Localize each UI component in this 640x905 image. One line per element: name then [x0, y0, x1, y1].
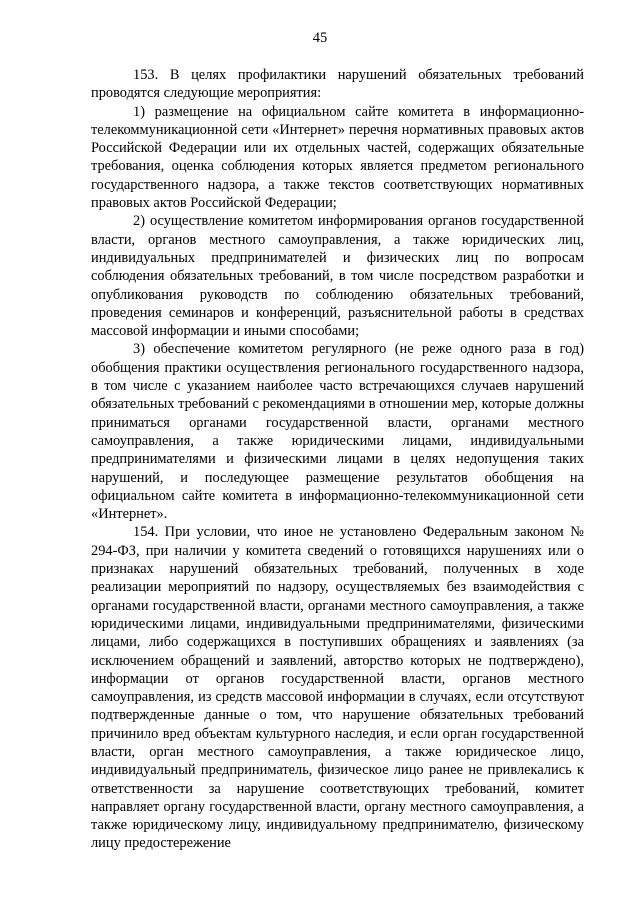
paragraph-154: 154. При условии, что иное не установлено Федеральным законом № 294-ФЗ, при наличии у комитета сведений о готовящихся нарушениях или о признаках нарушений обязательных требований, полученных в ходе реализации мероприятий по надзору, осуществляемых без взаимодействия с органами государственной власти, органами местного самоуправления, а также юридическими лицами, индивидуальными предпринимателями, физическими лицами, либо содержащихся в поступивших обращениях и заявлениях (за исключением обращений и заявлений, авторство которых не подтверждено), информации от органов государственной власти, органов местного самоуправления, из средств массовой информации в случаях, если отсутствуют подтвержденные данные о том, что нарушение обязательных требований причинило вред объектам культурного наследия, и если орган государственной власти, орган местного самоуправления, а также юридическое лицо, индивидуальный предприниматель, физическое лицо ранее не привлекались к ответственности за нарушение соответствующих требований, комитет направляет органу государственной власти, органу местного самоуправления, а также юридическому лицу, индивидуальному предпринимателю, физическому лицу предостережение [91, 524, 584, 852]
document-body [91, 66, 584, 853]
page-number: 45 [312, 30, 328, 46]
paragraph-153-intro: 153. В целях профилактики нарушений обязательных требований проводятся следующие мероприятия: [91, 67, 584, 102]
paragraph-153-item-2: 2) осуществление комитетом информирования органов государственной власти, органов местного самоуправления, а также юридических лиц, индивидуальных предпринимателей и физических лиц по вопросам соблюдения обязательных требований, в том числе посредством разработки и опубликования руководств по соблюдению обязательных требований, проведения семинаров и конференций, разъяснительной работы в средствах массовой информации и иными способами; [91, 213, 584, 340]
paragraph-153-item-3: 3) обеспечение комитетом регулярного (не реже одного раза в год) обобщения практики осуществления регионального государственного надзора, в том числе с указанием наиболее часто встречающихся случаев нарушений обязательных требований с рекомендациями в отношении мер, которые должны приниматься органами государственной власти, органами местного самоуправления, а также юридическими лицами, индивидуальными предпринимателями и физическими лицами в целях недопущения таких нарушений, и последующее размещение результатов обобщения на официальном сайте комитета в информационно-телекоммуникационной сети «Интернет». [91, 341, 584, 523]
paragraph-153-item-1: 1) размещение на официальном сайте комитета в информационно-телекоммуникационной сети «Интернет» перечня нормативных правовых актов Российской Федерации или их отдельных частей, содержащих обязательные требования, оценка соблюдения которых является предметом регионального государственного надзора, а также текстов соответствующих нормативных правовых актов Российской Федерации; [91, 103, 584, 212]
